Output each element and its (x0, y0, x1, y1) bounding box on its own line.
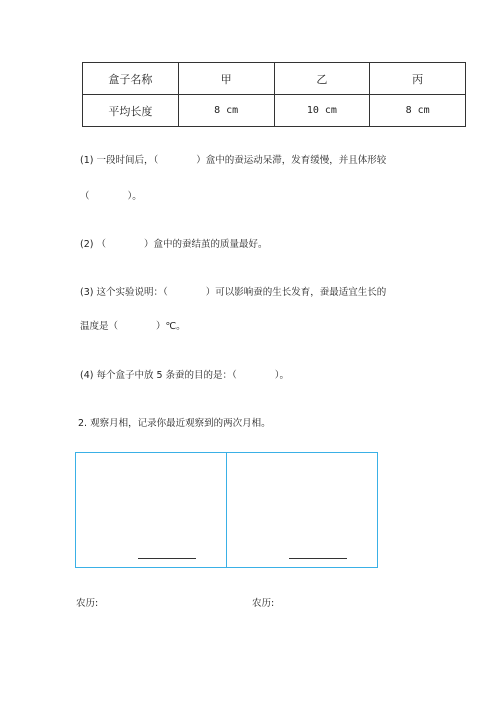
table-cell: 乙 (274, 63, 370, 95)
question-4: (4) 每个盒子中放 5 条蚕的目的是：（ ）。 (80, 370, 290, 381)
question-3-line-1: (3) 这个实验说明：（ ）可以影响蚕的生长发育，蚕最适宜生长的 (80, 287, 387, 298)
table-cell: 平均长度 (83, 95, 179, 127)
lunar-date-label-right: 农历: (252, 598, 275, 609)
table-row (83, 95, 466, 127)
moon-phase-blank-right (289, 558, 347, 559)
silkworm-length-table (82, 62, 466, 127)
question-1-line-1: (1) 一段时间后，（ ）盒中的蚕运动呆滞，发育缓慢，并且体形较 (80, 155, 387, 166)
table-cell: 10 cm (274, 95, 370, 127)
table-cell: 8 cm (370, 95, 466, 127)
question-2: (2) （ ）盒中的蚕结茧的质量最好。 (80, 239, 268, 250)
table-cell: 盒子名称 (83, 63, 179, 95)
question-3-line-2: 温度是（ ）℃。 (80, 321, 186, 332)
table-row (83, 63, 466, 95)
lunar-date-label-left: 农历: (76, 598, 99, 609)
section-2-title: 2. 观察月相，记录你最近观察到的两次月相。 (78, 418, 271, 429)
table-cell: 甲 (178, 63, 274, 95)
moon-phase-box-left[interactable] (75, 452, 227, 568)
table-cell: 8 cm (178, 95, 274, 127)
table-cell: 丙 (370, 63, 466, 95)
moon-phase-box-right[interactable] (226, 452, 378, 568)
moon-phase-blank-left (138, 558, 196, 559)
question-1-line-2: （ ）。 (80, 191, 142, 202)
